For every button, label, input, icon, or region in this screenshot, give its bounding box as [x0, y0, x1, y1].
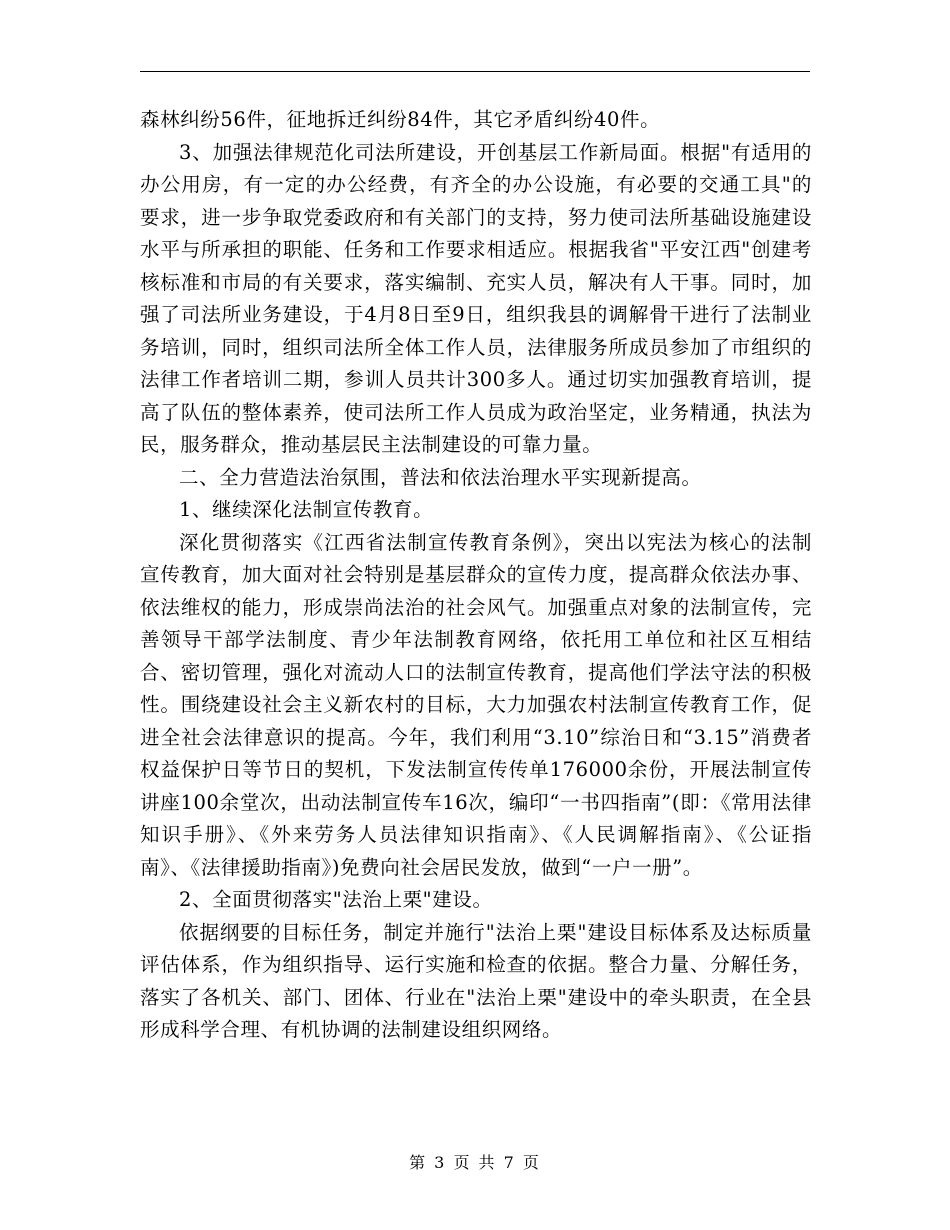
- subsection-heading-1: 1、继续深化法制宣传教育。: [179, 498, 434, 521]
- page-number-footer: 第 3 页 共 7 页: [409, 1153, 541, 1172]
- subsection-heading-2: 2、全面贯彻落实"法治上栗"建设。: [179, 888, 493, 911]
- paragraph-7: 依据纲要的目标任务，制定并施行"法治上栗"建设目标体系及达标质量评估体系，作为组织指导、运行实施和检查的依据。整合力量、分解任务，落实了各机关、部门、团体、行业在"法治上栗"建设中的牵头职责，在全县形成科学合理、有机协调的法制建设组织网络。: [140, 920, 812, 1041]
- paragraph-5: 深化贯彻落实《江西省法制宣传教育条例》，突出以宪法为核心的法制宣传教育，加大面对社会特别是基层群众的宣传力度，提高群众依法办事、依法维权的能力，形成崇尚法治的社会风气。加强重点对象的法制宣传，完善领导干部学法制度、青少年法制教育网络，依托用工单位和社区互相结合、密切管理，强化对流动人口的法制宣传教育，提高他们学法守法的积极性。围绕建设社会主义新农村的目标，大力加强农村法制宣传教育工作，促进全社会法律意识的提高。今年，我们利用“3.10”综治日和“3.15”消费者权益保护日等节日的契机，下发法制宣传传单176000余份，开展法制宣传讲座100余堂次，出动法制宣传车16次，编印“一书四指南”(即：《常用法律知识手册》、《外来劳务人员法律知识指南》、《人民调解指南》、《公证指南》、《法律援助指南》)免费向社会居民发放，做到“一户一册”。: [140, 530, 812, 879]
- paragraph-1: 森林纠纷56件，征地拆迁纠纷84件，其它矛盾纠纷40件。: [140, 108, 661, 131]
- section-heading-2: 二、全力营造法治氛围，普法和依法治理水平实现新提高。: [179, 465, 702, 489]
- document-body: [140, 104, 812, 1047]
- paragraph-2: 3、加强法律规范化司法所建设，开创基层工作新局面。根据"有适用的办公用房，有一定的办公经费，有齐全的办公设施，有必要的交通工具"的要求，进一步争取党委政府和有关部门的支持，努力使司法所基础设施建设水平与所承担的职能、任务和工作要求相适应。根据我省"平安江西"创建考核标准和市局的有关要求，落实编制、充实人员，解决有人干事。同时，加强了司法所业务建设，于4月8日至9日，组织我县的调解骨干进行了法制业务培训，同时，组织司法所全体工作人员，法律服务所成员参加了市组织的法律工作者培训二期，参训人员共计300多人。通过切实加强教育培训，提高了队伍的整体素养，使司法所工作人员成为政治坚定，业务精通，执法为民，服务群众，推动基层民主法制建设的可靠力量。: [140, 140, 812, 456]
- header-rule: [140, 71, 810, 72]
